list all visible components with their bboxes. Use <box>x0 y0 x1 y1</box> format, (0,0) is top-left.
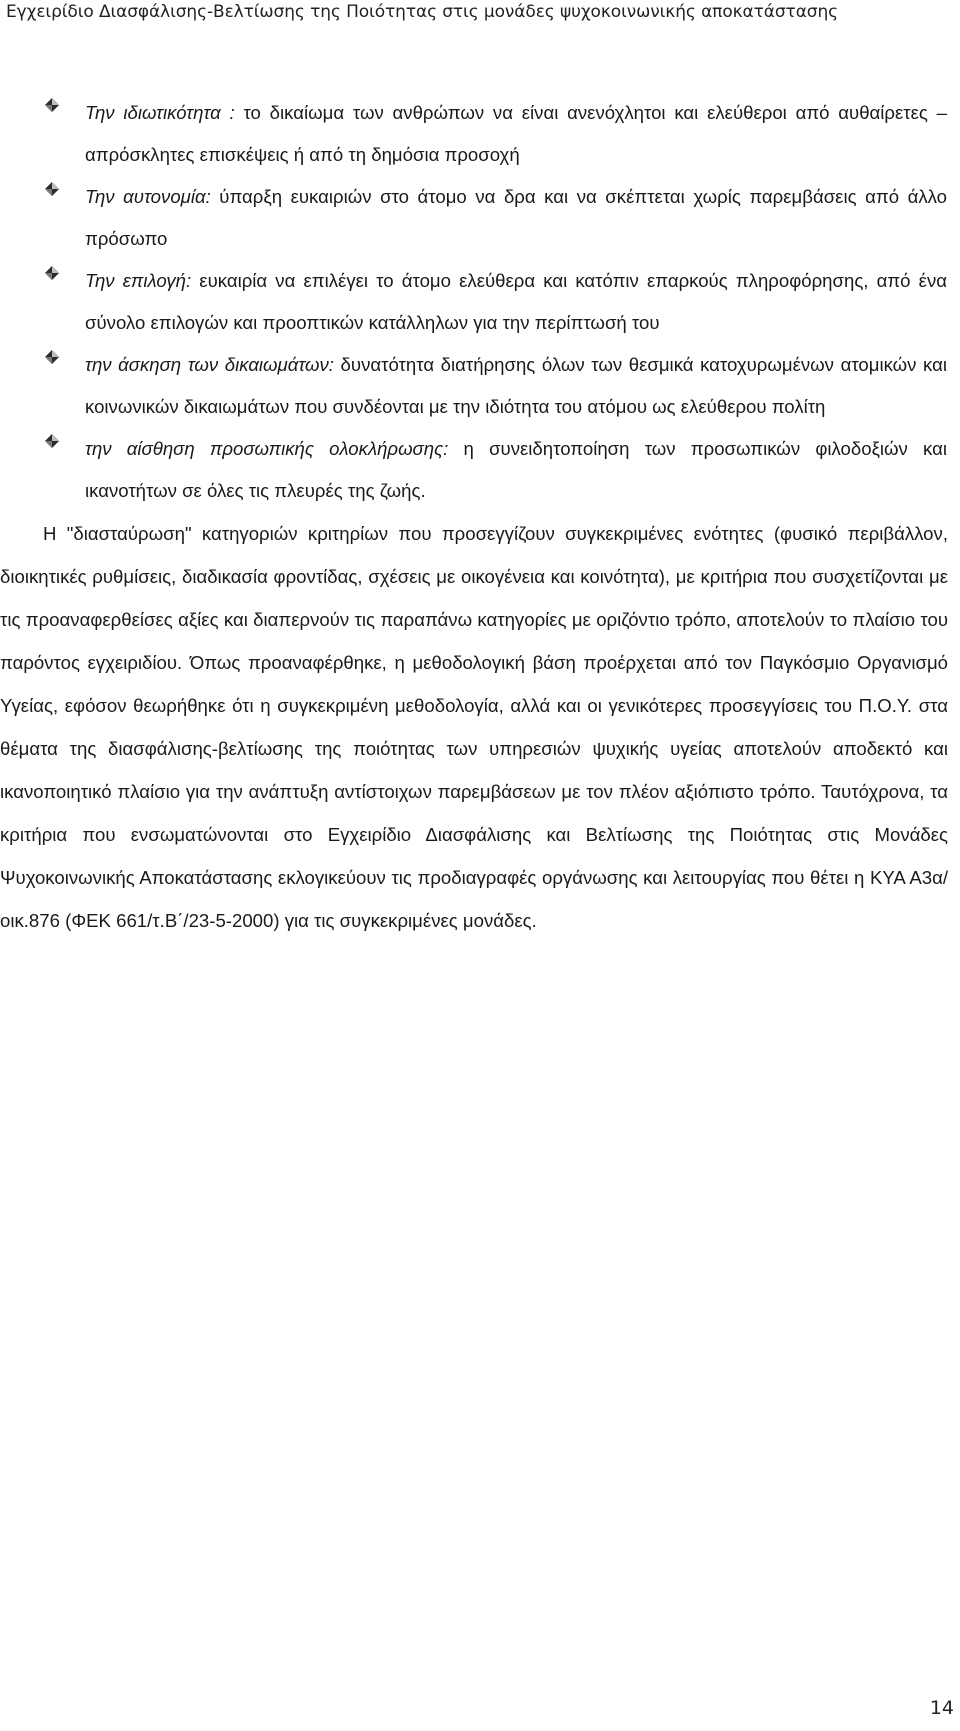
bullet-text: ευκαιρία να επιλέγει το άτομο ελεύθερα και κατόπιν επαρκούς πληροφόρησης, από ένα σύνολο επιλογών και προοπτικών κατάλληλων για την περίπτωσή του <box>85 270 947 333</box>
diamond-bullet-icon <box>44 265 60 281</box>
bullet-term: την άσκηση των δικαιωμάτων: <box>85 354 334 375</box>
diamond-bullet-icon <box>44 349 60 365</box>
list-item <box>0 92 948 176</box>
list-item <box>0 176 948 260</box>
diamond-bullet-icon <box>44 97 60 113</box>
bullet-text: δυνατότητα διατήρησης όλων των θεσμικά κατοχυρωμένων ατομικών και κοινωνικών δικαιωμάτων που συνδέονται με την ιδιότητα του ατόμου ως ελεύθερου πολίτη <box>85 354 948 417</box>
list-item <box>0 344 948 428</box>
running-header: Εγχειρίδιο Διασφάλισης-Βελτίωσης της Ποιότητας στις μονάδες ψυχοκοινωνικής αποκατάστασης <box>6 2 839 22</box>
list-item <box>0 428 948 512</box>
bullet-term: την αίσθηση προσωπικής ολοκλήρωσης: <box>85 438 449 459</box>
bullet-term: Την ιδιωτικότητα : <box>85 102 235 123</box>
bullet-text: το δικαίωμα των ανθρώπων να είναι ανενόχλητοι και ελεύθεροι από αυθαίρετες – απρόσκλητες επισκέψεις ή από τη δημόσια προσοχή <box>85 102 948 165</box>
list-item <box>0 260 948 344</box>
diamond-bullet-icon <box>44 181 60 197</box>
diamond-bullet-icon <box>44 433 60 449</box>
body-paragraph: Η "διασταύρωση" κατηγοριών κριτηρίων που προσεγγίζουν συγκεκριμένες ενότητες (φυσικό περιβάλλον, διοικητικές ρυθμίσεις, διαδικασία φροντίδας, σχέσεις με οικογένεια και κοινότητα), με κριτήρια που συσχετίζονται με τις προαναφερθείσες αξίες και διαπερνούν τις παραπάνω κατηγορίες με οριζόντιο τρόπο, αποτελούν το πλαίσιο του παρόντος εγχειριδίου. Όπως προαναφέρθηκε, η μεθοδολογική βάση προέρχεται από τον Παγκόσμιο Οργανισμό Υγείας, εφόσον θεωρήθηκε ότι η συγκεκριμένη μεθοδολογία, αλλά και οι γενικότερες προσεγγίσεις του Π.Ο.Υ. στα θέματα της διασφάλισης-βελτίωσης της ποιότητας των υπηρεσιών ψυχικής υγείας αποτελούν αποδεκτό και ικανοποιητικό πλαίσιο για την ανάπτυξη αντίστοιχων παρεμβάσεων με τον πλέον αξιόπιστο τρόπο. Ταυτόχρονα, τα κριτήρια που ενσωματώνονται στο Εγχειρίδιο Διασφάλισης και Βελτίωσης της Ποιότητας στις Μονάδες Ψυχοκοινωνικής Αποκατάστασης εκλογικεύουν τις προδιαγραφές οργάνωσης και λειτουργίας που θέτει η ΚΥΑ Α3α/οικ.876 (ΦΕΚ 661/τ.Β΄/23-5-2000) για τις συγκεκριμένες μονάδες. <box>0 523 948 931</box>
bullet-term: Την επιλογή: <box>85 270 192 291</box>
page-number: 14 <box>929 1697 954 1719</box>
page-body <box>0 92 948 942</box>
bullet-text: η συνειδητοποίηση των προσωπικών φιλοδοξιών και ικανοτήτων σε όλες τις πλευρές της ζωής. <box>85 438 947 501</box>
bullet-term: Την αυτονομία: <box>85 186 211 207</box>
bullet-text: ύπαρξη ευκαιριών στο άτομο να δρα και να σκέπτεται χωρίς παρεμβάσεις από άλλο πρόσωπο <box>85 186 947 249</box>
values-bullet-list <box>0 92 948 512</box>
